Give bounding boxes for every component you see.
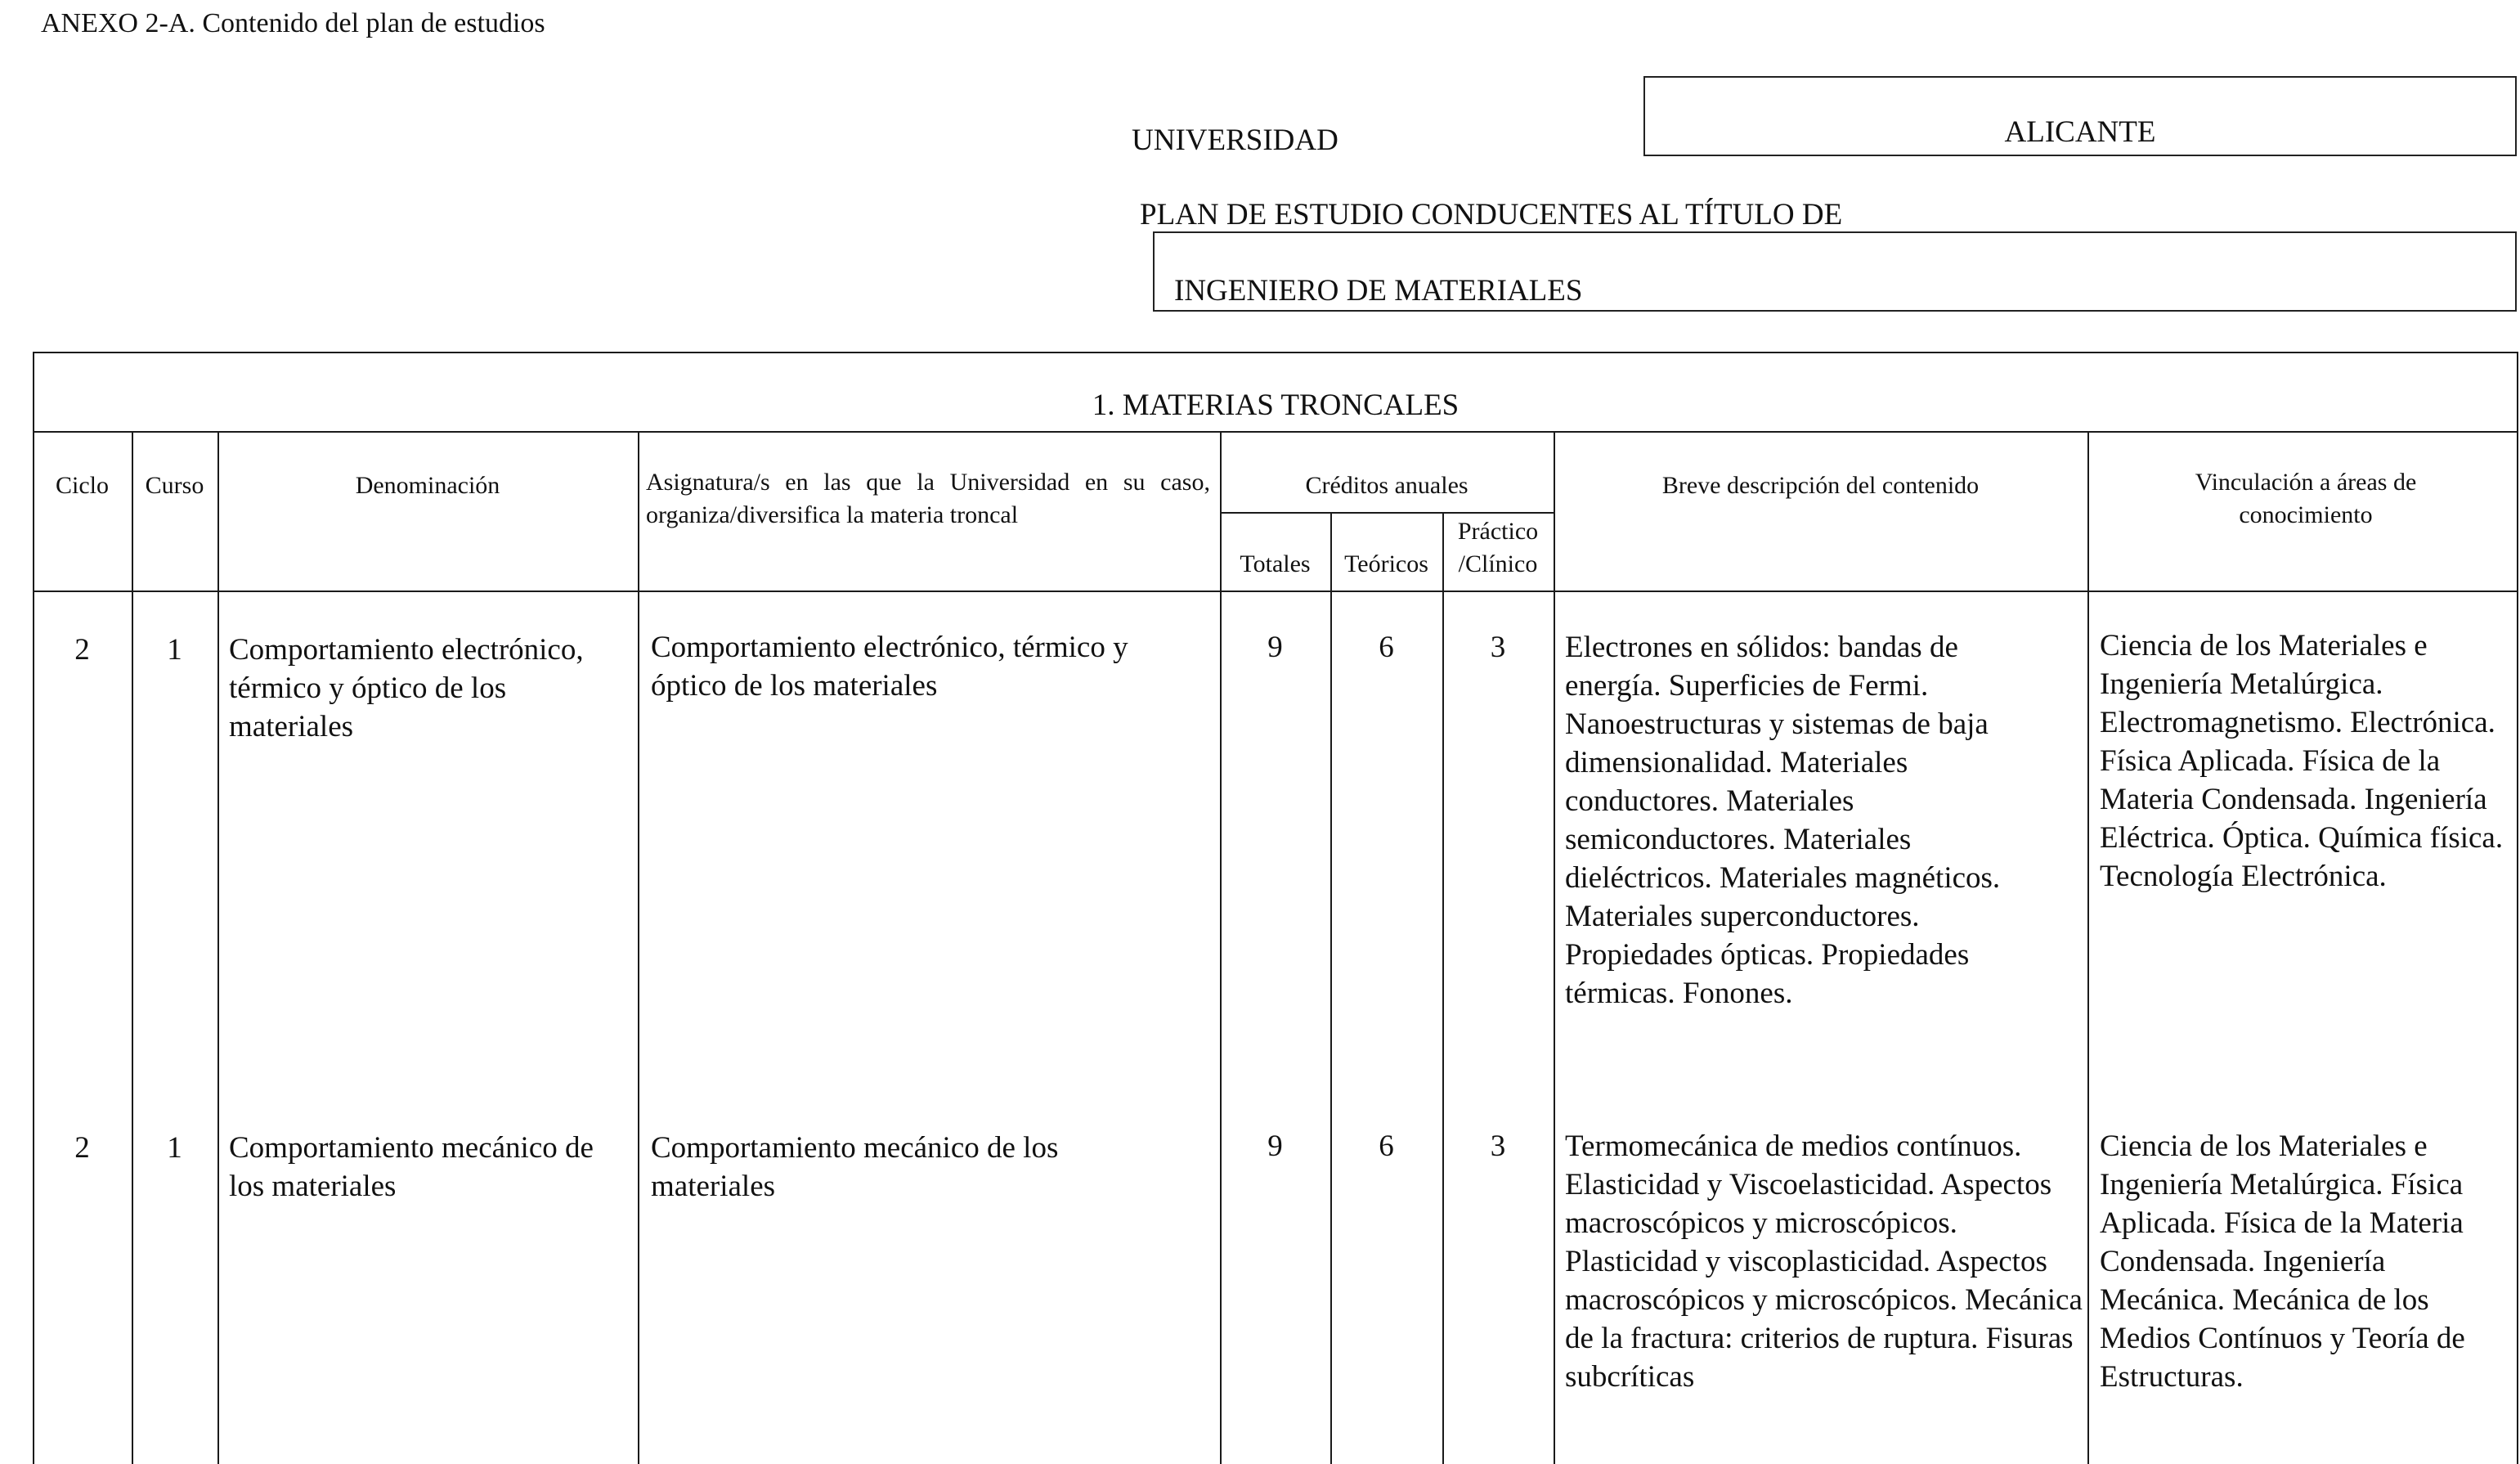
row-practico: 3 (1490, 631, 1506, 664)
header-practico: Práctico /Clínico (1457, 518, 1539, 577)
university-value: ALICANTE (2004, 115, 2156, 149)
header-creditos: Créditos anuales (1305, 472, 1469, 499)
row-curso: 1 (167, 633, 182, 667)
row-vinculacion: Ciencia de los Materiales e Ingeniería Metalúrgica. Física Aplicada. Física de la Materia Condensada. Ingeniería Mecánica. Mecánica de los Medios Contínuos y Teoría de Estructuras. (2100, 1129, 2465, 1394)
row-descripcion: Termomecánica de medios contínuos. Elasticidad y Viscoelasticidad. Aspectos macroscópicos y microscópicos. Plasticidad y viscoplasticidad. Aspectos macroscópicos y microscópicos. Mecánica de la fractura: criterios de ruptura. Fisuras subcríticas (1565, 1129, 2083, 1394)
header-teoricos: Teóricos (1344, 550, 1428, 577)
header-vinculacion: Vinculación a áreas de conocimiento (2195, 469, 2417, 528)
row-asignatura: Comportamiento electrónico, térmico y óptico de los materiales (651, 631, 1128, 703)
row-asignatura: Comportamiento mecánico de los materiales (651, 1131, 1059, 1203)
row-denominacion: Comportamiento mecánico de los materiales (229, 1131, 594, 1203)
row-practico: 3 (1490, 1129, 1506, 1163)
annex-title: ANEXO 2-A. Contenido del plan de estudios (41, 8, 545, 38)
header-descripcion: Breve descripción del contenido (1661, 472, 1980, 499)
row-vinculacion: Ciencia de los Materiales e Ingeniería Metalúrgica. Electromagnetismo. Electrónica. Física Aplicada. Física de la Materia Condensada. Ingeniería Eléctrica. Óptica. Química física. Tecnología Electrónica. (2100, 629, 2504, 893)
row-ciclo: 2 (74, 633, 90, 667)
row-totales: 9 (1267, 1129, 1283, 1163)
row-descripcion: Electrones en sólidos: bandas de energía. Superficies de Fermi. Nanoestructuras y sistemas de baja dimensionalidad. Materiales conductores. Materiales semiconductores. Materiales dieléctricos. Materiales magnéticos. Materiales superconductores. Propiedades ópticas. Propiedades térmicas. Fonones. (1565, 631, 2001, 1010)
degree-label: PLAN DE ESTUDIO CONDUCENTES AL TÍTULO DE (1140, 198, 1843, 231)
header-curso: Curso (145, 472, 204, 499)
row-curso: 1 (167, 1131, 182, 1165)
header-asignatura: Asignatura/s en las que la Universidad en su caso, organiza/diversifica la materia troncal (646, 469, 1210, 528)
section-title: 1. MATERIAS TRONCALES (1092, 388, 1460, 422)
row-teoricos: 6 (1379, 631, 1394, 664)
row-ciclo: 2 (74, 1131, 90, 1165)
row-totales: 9 (1267, 631, 1283, 664)
row-denominacion: Comportamiento electrónico, térmico y óptico de los materiales (229, 633, 584, 743)
header-denominacion: Denominación (355, 472, 500, 499)
row-teoricos: 6 (1379, 1129, 1394, 1163)
header-ciclo: Ciclo (56, 472, 109, 499)
university-label: UNIVERSIDAD (1132, 123, 1338, 157)
degree-value: INGENIERO DE MATERIALES (1174, 274, 1583, 308)
troncales-table (33, 352, 2518, 1464)
header-totales: Totales (1240, 550, 1311, 577)
degree-box (1153, 231, 2517, 312)
university-box (1643, 76, 2517, 156)
